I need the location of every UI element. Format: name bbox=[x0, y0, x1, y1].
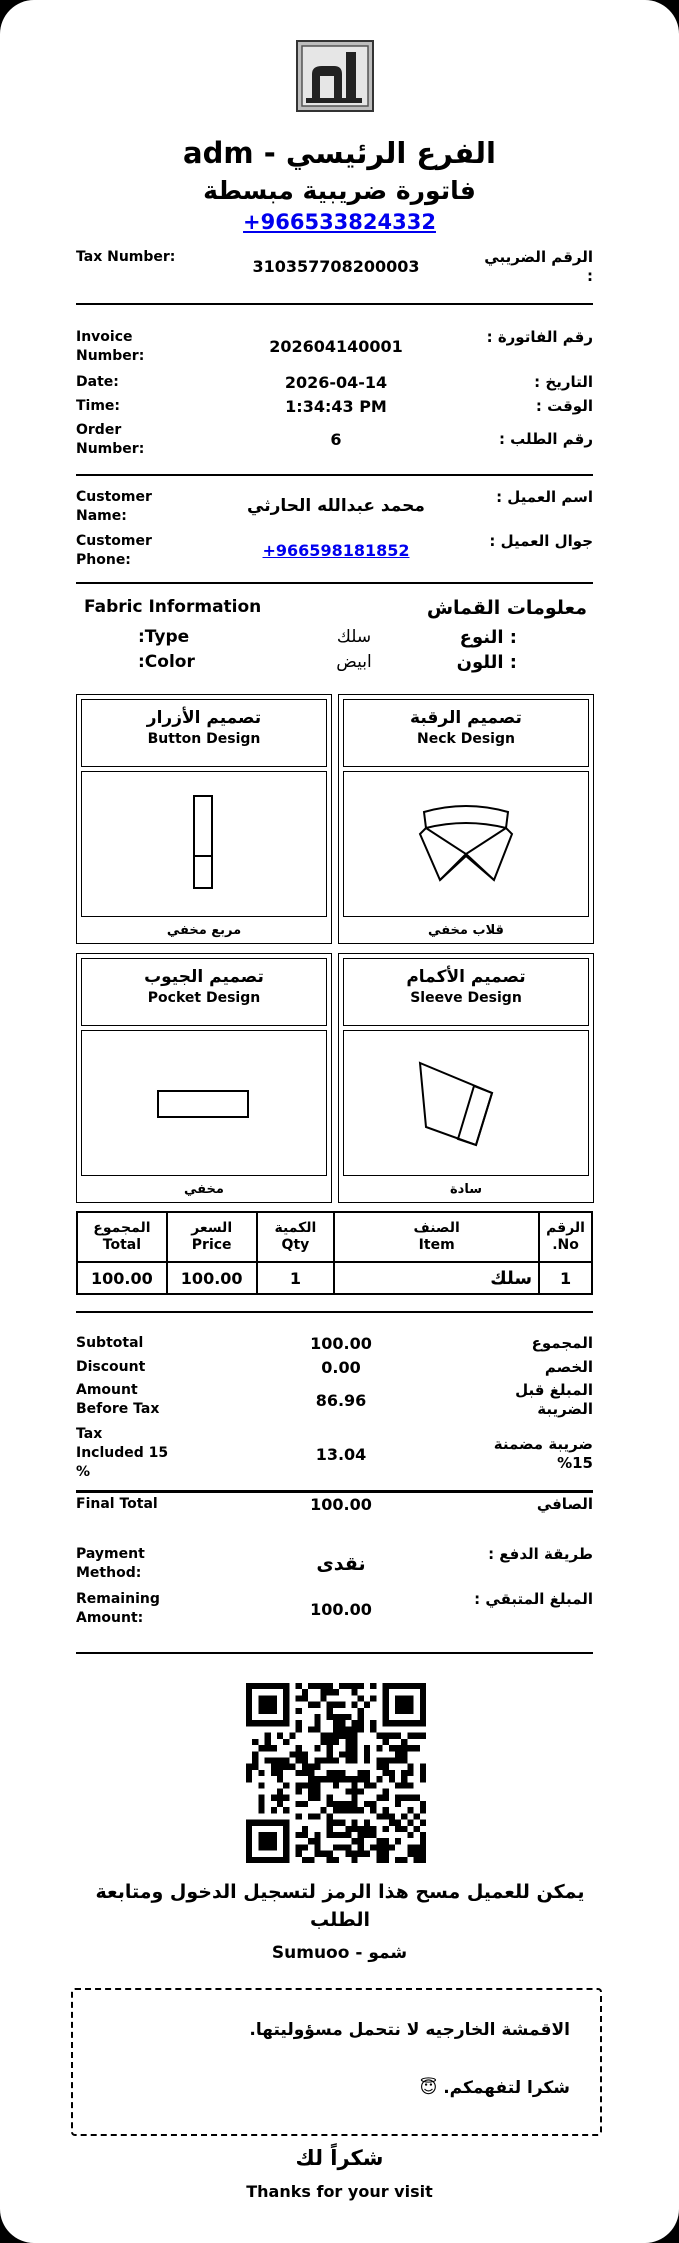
date-row bbox=[76, 373, 593, 393]
fabric-color-label-en: :Color bbox=[138, 652, 195, 672]
pocket-design-title bbox=[81, 958, 327, 1026]
before-tax-value: 86.96 bbox=[315, 1391, 367, 1410]
date-value: 2026-04-14 bbox=[284, 373, 388, 392]
customer-name-label-en: Customer Name: bbox=[76, 489, 152, 524]
customer-name-label-ar: اسم العميل : bbox=[496, 488, 593, 506]
time-row bbox=[76, 397, 593, 417]
button-design-caption: مربع مخفي bbox=[166, 923, 242, 938]
fabric-color-row bbox=[84, 652, 587, 676]
button-design-title-en: Button Design bbox=[147, 731, 261, 747]
neck-design-cell bbox=[338, 694, 594, 944]
invoice-number-label-en: Invoice Number: bbox=[76, 329, 145, 364]
before-tax-label-ar: المبلغ قبل الضريبة bbox=[515, 1381, 593, 1418]
payment-method-value: نقدى bbox=[316, 1553, 366, 1575]
sleeve-icon bbox=[344, 1031, 588, 1175]
button-design-image bbox=[81, 771, 327, 917]
store-logo-icon bbox=[296, 40, 374, 112]
date-label-ar: التاريخ : bbox=[534, 373, 593, 391]
row-total: 100.00 bbox=[77, 1262, 167, 1294]
remaining-amount-value: 100.00 bbox=[310, 1600, 372, 1619]
sleeve-design-cell bbox=[338, 953, 594, 1203]
header-no: الرقم .No bbox=[539, 1212, 592, 1262]
note-thanks-understanding: شكرا لتفهمكم. 😇 bbox=[419, 2078, 570, 2098]
divider bbox=[76, 1652, 593, 1654]
fabric-color-value: ابيض bbox=[336, 652, 372, 672]
customer-name-row bbox=[76, 488, 593, 528]
tax-number-value: 310357708200003 bbox=[252, 257, 420, 276]
final-total-label-en: Final Total bbox=[76, 1496, 158, 1512]
invoice-number-label-ar: رقم الفاتورة : bbox=[486, 328, 593, 346]
before-tax-label-en: Amount Before Tax bbox=[76, 1382, 160, 1417]
customer-phone-label-ar: جوال العميل : bbox=[489, 532, 593, 550]
sleeve-design-title-en: Sleeve Design bbox=[410, 990, 522, 1006]
time-label-ar: الوقت : bbox=[535, 397, 593, 415]
row-item: سلك bbox=[334, 1262, 539, 1294]
date-label-en: Date: bbox=[76, 374, 119, 390]
collar-icon bbox=[344, 772, 588, 916]
sleeve-design-title bbox=[343, 958, 589, 1026]
divider bbox=[76, 1311, 593, 1313]
header-qty: الكمية Qty bbox=[257, 1212, 335, 1262]
qr-code-icon[interactable] bbox=[246, 1683, 426, 1863]
remaining-amount-label-en: Remaining Amount: bbox=[76, 1591, 160, 1626]
neck-design-title bbox=[343, 699, 589, 767]
items-table bbox=[76, 1211, 593, 1295]
header-item: الصنف Item bbox=[334, 1212, 539, 1262]
store-phone-link[interactable]: +966533824332 bbox=[243, 210, 436, 234]
row-no: 1 bbox=[539, 1262, 592, 1294]
subtotal-value: 100.00 bbox=[310, 1334, 372, 1353]
fabric-type-label-ar: النوع : bbox=[459, 627, 517, 648]
customer-phone-label-en: Customer Phone: bbox=[76, 533, 152, 568]
thanks-en: Thanks for your visit bbox=[246, 2182, 433, 2201]
divider bbox=[76, 303, 593, 305]
before-tax-row bbox=[76, 1381, 593, 1425]
tax-number-label-en: Tax Number: bbox=[76, 249, 176, 265]
invoice-type-title: فاتورة ضريبية مبسطة bbox=[203, 176, 476, 205]
subtotal-row bbox=[76, 1334, 593, 1356]
pocket-design-caption: مخفي bbox=[184, 1182, 224, 1197]
button-design-cell bbox=[76, 694, 332, 944]
customer-name-value: محمد عبدالله الحارثي bbox=[247, 496, 425, 516]
row-qty: 1 bbox=[257, 1262, 335, 1294]
tax-value: 13.04 bbox=[315, 1445, 367, 1464]
subtotal-label-ar: المجموع bbox=[531, 1334, 593, 1352]
discount-value: 0.00 bbox=[321, 1358, 361, 1377]
header-price: السعر Price bbox=[167, 1212, 257, 1262]
fabric-color-label-ar: اللون : bbox=[456, 652, 517, 673]
divider bbox=[76, 1490, 593, 1493]
customer-phone-link[interactable]: +966598181852 bbox=[262, 541, 410, 560]
order-number-row bbox=[76, 421, 593, 461]
subtotal-label-en: Subtotal bbox=[76, 1335, 144, 1351]
pocket-design-image bbox=[81, 1030, 327, 1176]
fabric-type-value: سلك bbox=[336, 627, 372, 647]
row-price: 100.00 bbox=[167, 1262, 257, 1294]
payment-method-label-en: Payment Method: bbox=[76, 1546, 145, 1581]
button-placket-icon bbox=[82, 772, 326, 916]
neck-design-title-en: Neck Design bbox=[417, 731, 515, 747]
button-design-title-ar: تصميم الأزرار bbox=[146, 708, 262, 728]
time-value: 1:34:43 PM bbox=[285, 397, 387, 416]
time-label-en: Time: bbox=[76, 398, 121, 414]
notes-box bbox=[71, 1988, 602, 2136]
discount-row bbox=[76, 1358, 593, 1380]
discount-label-ar: الخصم bbox=[544, 1358, 593, 1376]
thanks-ar: شكراً لك bbox=[295, 2146, 384, 2170]
remaining-amount-label-ar: المبلغ المتبقي : bbox=[474, 1590, 593, 1608]
order-number-label-ar: رقم الطلب : bbox=[498, 430, 593, 448]
button-design-title bbox=[81, 699, 327, 767]
table-header-row bbox=[77, 1212, 592, 1262]
branch-title: adm - الفرع الرئيسي bbox=[183, 136, 496, 170]
tax-number-row bbox=[76, 248, 593, 288]
tax-label-ar: ضريبة مضمنة 15% bbox=[493, 1435, 593, 1472]
pocket-icon bbox=[82, 1031, 326, 1175]
neck-design-image bbox=[343, 771, 589, 917]
neck-design-title-ar: تصميم الرقبة bbox=[410, 708, 522, 728]
fabric-heading-en: Fabric Information bbox=[84, 597, 262, 617]
final-total-value: 100.00 bbox=[310, 1495, 372, 1514]
final-total-label-ar: الصافي bbox=[536, 1495, 593, 1513]
brand-name: Sumuoo - شمو bbox=[271, 1943, 408, 1963]
final-total-row bbox=[76, 1495, 593, 1517]
order-number-label-en: Order Number: bbox=[76, 422, 145, 457]
pocket-design-cell bbox=[76, 953, 332, 1203]
sleeve-design-image bbox=[343, 1030, 589, 1176]
divider bbox=[76, 474, 593, 476]
customer-phone-row bbox=[76, 532, 593, 572]
fabric-heading-ar: معلومات القماش bbox=[426, 597, 587, 619]
tax-label-en: Tax Included 15 % bbox=[76, 1426, 169, 1480]
sleeve-design-title-ar: تصميم الأكمام bbox=[406, 967, 526, 987]
header-total: المجموع Total bbox=[77, 1212, 167, 1262]
fabric-type-row bbox=[84, 627, 587, 651]
fabric-type-label-en: :Type bbox=[138, 627, 190, 647]
tax-number-label-ar: الرقم الضريبي : bbox=[484, 248, 593, 285]
payment-method-row bbox=[76, 1545, 593, 1589]
invoice-number-value: 202604140001 bbox=[269, 337, 403, 356]
note-fabric-liability: الاقمشة الخارجيه لا نتحمل مسؤوليتها. bbox=[249, 2020, 570, 2040]
neck-design-caption: قلاب مخفي bbox=[428, 923, 504, 938]
sleeve-design-caption: سادة bbox=[449, 1182, 482, 1197]
order-number-value: 6 bbox=[330, 430, 342, 449]
remaining-amount-row bbox=[76, 1590, 593, 1634]
invoice-number-row bbox=[76, 328, 593, 368]
qr-scan-instructions: يمكن للعميل مسح هذا الرمز لتسجيل الدخول ومتابعة الطلب bbox=[95, 1881, 585, 1931]
pocket-design-title-ar: تصميم الجيوب bbox=[144, 967, 264, 987]
pocket-design-title-en: Pocket Design bbox=[147, 990, 261, 1006]
table-row bbox=[77, 1262, 592, 1294]
divider bbox=[76, 582, 593, 584]
tax-row bbox=[76, 1425, 593, 1489]
payment-method-label-ar: طريقة الدفع : bbox=[488, 1545, 593, 1563]
discount-label-en: Discount bbox=[76, 1359, 146, 1375]
